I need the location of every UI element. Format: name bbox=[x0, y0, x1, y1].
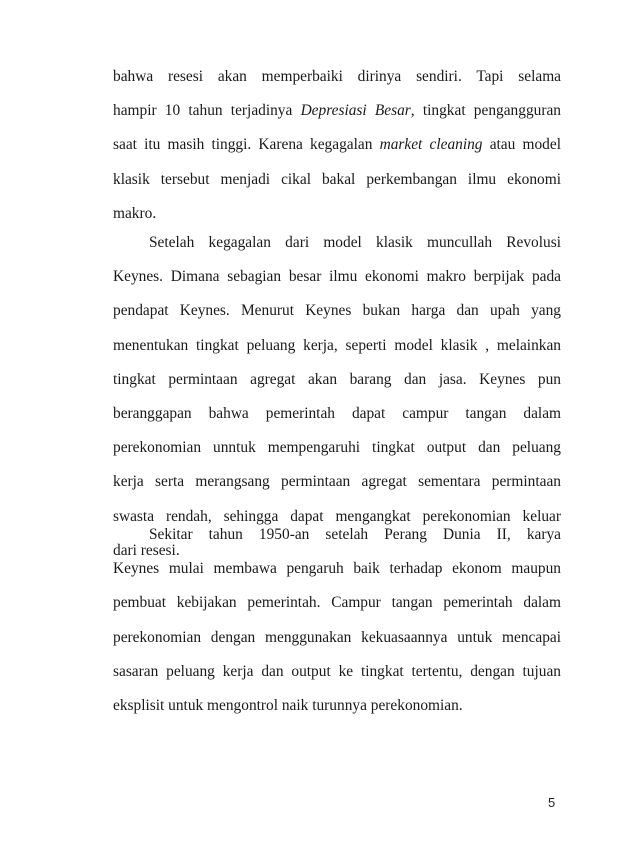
text-run: saat itu masih tinggi. Karena kegagalan bbox=[113, 136, 380, 154]
text-run: dari resesi. bbox=[113, 541, 180, 559]
page-number: 5 bbox=[548, 795, 556, 810]
text-run: pembuat kebijakan pemerintah. Campur tangan pemerintah dalam bbox=[113, 594, 561, 612]
text-run: tingkat permintaan agregat akan barang dan jasa. Keynes pun bbox=[113, 370, 561, 388]
text-line bbox=[113, 662, 561, 682]
text-run: makro. bbox=[113, 204, 157, 222]
italic-term: market cleaning bbox=[379, 136, 483, 154]
text-run: swasta rendah, sehingga dapat mengangkat perekonomian keluar bbox=[113, 507, 561, 525]
text-run: sasaran peluang kerja dan output ke tingkat tertentu, dengan tujuan bbox=[113, 662, 561, 680]
text-line bbox=[113, 507, 561, 527]
text-run: klasik tersebut menjadi cikal bakal perkembangan ilmu ekonomi bbox=[113, 170, 561, 188]
text-run: Keynes. Dimana sebagian besar ilmu ekonomi makro berpijak pada bbox=[113, 268, 561, 286]
text-line bbox=[113, 593, 561, 613]
text-run: perekonomian unntuk mempengaruhi tingkat output dan peluang bbox=[113, 439, 561, 457]
text-line bbox=[149, 525, 561, 545]
text-run: hampir 10 tahun terjadinya bbox=[113, 102, 301, 120]
text-line bbox=[113, 404, 561, 424]
text-line bbox=[113, 101, 561, 121]
text-run: beranggapan bahwa pemerintah dapat campur tangan dalam bbox=[113, 405, 561, 422]
text-line bbox=[113, 336, 561, 356]
text-run: Setelah kegagalan dari model klasik muncullah Revolusi bbox=[149, 234, 561, 251]
text-run: menentukan tingkat peluang kerja, seperti model klasik , melainkan bbox=[113, 336, 561, 354]
text-line bbox=[113, 370, 561, 390]
text-line bbox=[113, 267, 561, 287]
text-line bbox=[113, 135, 561, 155]
text-run: Keynes mulai membawa pengaruh baik terhadap ekonom maupun bbox=[113, 560, 561, 578]
text-run: , tingkat pengangguran bbox=[410, 102, 561, 120]
text-run: perekonomian dengan menggunakan kekuasaannya untuk mencapai bbox=[113, 628, 561, 646]
text-line bbox=[149, 233, 561, 253]
text-line bbox=[113, 170, 561, 190]
text-run: atau model bbox=[482, 136, 561, 154]
italic-term: Depresiasi Besar bbox=[300, 102, 411, 120]
text-line bbox=[113, 696, 561, 716]
text-run: kerja serta merangsang permintaan agregat sementara permintaan bbox=[113, 473, 561, 491]
text-line bbox=[113, 301, 561, 321]
text-line bbox=[113, 438, 561, 458]
text-line bbox=[113, 559, 561, 579]
text-run: Sekitar tahun 1950-an setelah Perang Dunia II, karya bbox=[149, 526, 561, 543]
text-line bbox=[113, 628, 561, 648]
text-run: pendapat Keynes. Menurut Keynes bukan harga dan upah yang bbox=[113, 302, 561, 320]
text-line bbox=[113, 204, 561, 224]
text-line bbox=[113, 67, 561, 87]
text-line bbox=[113, 472, 561, 492]
text-run: bahwa resesi akan memperbaiki dirinya sendiri. Tapi selama bbox=[113, 68, 561, 85]
text-run: eksplisit untuk mengontrol naik turunnya perekonomian. bbox=[113, 697, 463, 714]
